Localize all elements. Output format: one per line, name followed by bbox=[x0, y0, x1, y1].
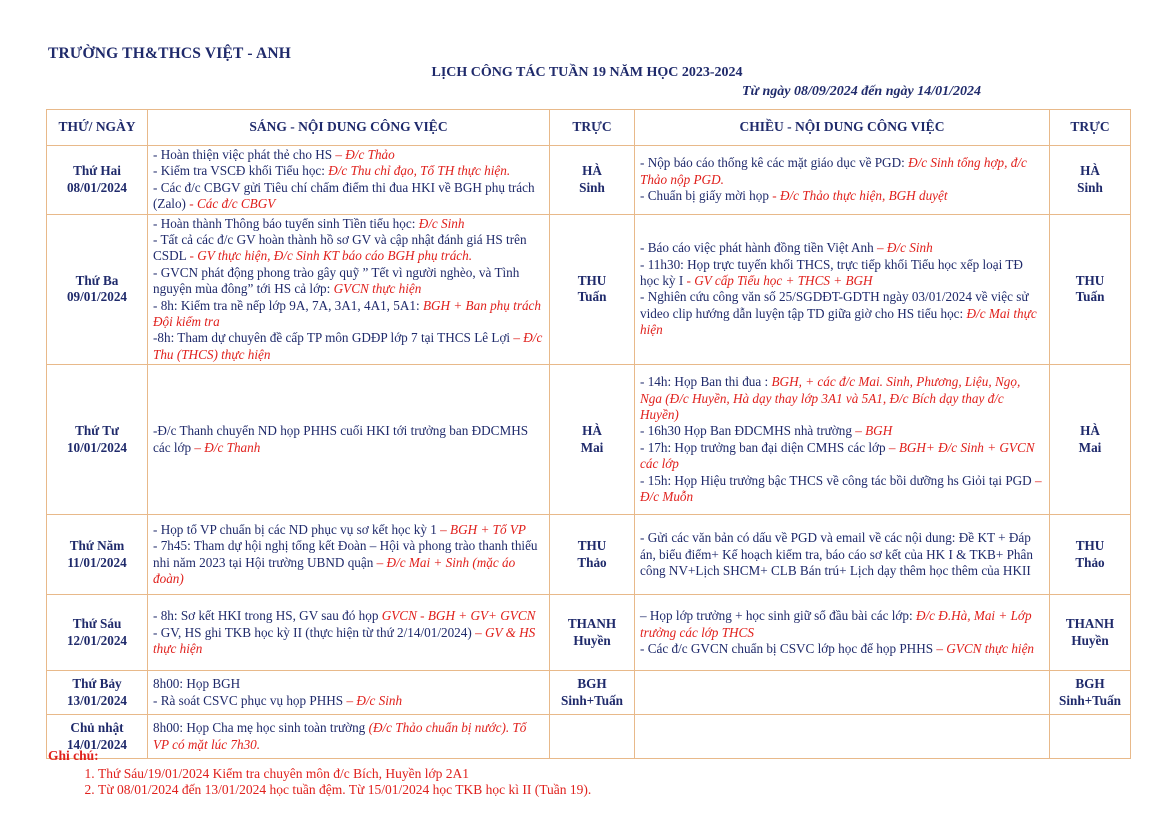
duty-person: Huyền bbox=[1071, 632, 1109, 648]
day-name: Thứ Hai bbox=[73, 163, 121, 179]
task-assignee: Đ/c Đ.Hà, Mai + Lớp trưởng các lớp THCS bbox=[640, 608, 1032, 640]
table-row bbox=[47, 515, 1131, 595]
task-assignee: (Đ/c Thảo chuẩn bị nước). Tổ VP có mặt lúc 7h30. bbox=[153, 720, 527, 752]
task-assignee: – Đ/c Mai + Sinh (mặc áo đoàn) bbox=[153, 554, 516, 587]
note-item: 1. Thứ Sáu/19/01/2024 Kiểm tra chuyên môn đ/c Bích, Huyền lớp 2A1 bbox=[98, 766, 591, 782]
duty-group: THU bbox=[1075, 273, 1105, 289]
morning-cell bbox=[148, 671, 550, 715]
page-title: LỊCH CÔNG TÁC TUẦN 19 NĂM HỌC 2023-2024 bbox=[431, 65, 743, 80]
day-cell bbox=[47, 146, 148, 215]
task-text: - GVCN phát động phong trào gây quỹ ” Tết vì người nghèo, và Tình nguyện mùa đông” tới HS cả lớp: bbox=[153, 264, 520, 297]
task-line bbox=[153, 522, 544, 538]
day-cell bbox=[47, 214, 148, 365]
task-assignee: BGH + Ban phụ trách Đội kiểm tra bbox=[153, 297, 542, 330]
task-assignee: – BGH bbox=[855, 423, 893, 439]
duty-pm-cell bbox=[1050, 214, 1131, 365]
task-text: - Gửi các văn bản có dấu về PGD và email về các nội dung: Đề KT + Đáp án, biểu điểm+ Kế hoạch kiểm tra, báo cáo sơ kết của HK I & TKB+ Phân công NV+Lịch SHCM+ CLB Bán trú+ Lịch dạy thêm học thêm của HKII bbox=[640, 530, 1033, 578]
day-name: Thứ Ba bbox=[75, 273, 119, 289]
day-name: Chủ nhật bbox=[70, 720, 124, 736]
day-date: 12/01/2024 bbox=[66, 632, 128, 648]
task-assignee: – GV & HS thực hiện bbox=[153, 624, 536, 656]
day-name: Thứ Sáu bbox=[72, 616, 122, 632]
task-line bbox=[153, 147, 544, 163]
task-text: - 8h: Sơ kết HKI trong HS, GV sau đó họp bbox=[153, 608, 382, 624]
task-text: - Nộp báo cáo thống kê các mặt giáo dục về PGD: bbox=[640, 155, 909, 171]
task-assignee: – GVCN thực hiện bbox=[936, 640, 1035, 656]
task-assignee: – Đ/c Thu (THCS) thực hiện bbox=[153, 330, 543, 362]
task-line bbox=[640, 374, 1044, 423]
task-line bbox=[640, 440, 1044, 473]
task-assignee: GVCN - BGH + GV+ GVCN bbox=[381, 608, 536, 624]
task-line bbox=[640, 257, 1044, 290]
task-line bbox=[153, 298, 544, 331]
afternoon-cell bbox=[635, 146, 1050, 215]
task-text: - 14h: Họp Ban thi đua : bbox=[640, 374, 772, 390]
day-date: 08/01/2024 bbox=[66, 179, 128, 195]
task-text: 8h00: Họp Cha mẹ học sinh toàn trường bbox=[153, 720, 369, 736]
task-assignee: Đ/c Mai thực hiện bbox=[640, 305, 1037, 338]
task-line bbox=[153, 423, 544, 456]
afternoon-cell bbox=[635, 715, 1050, 759]
day-cell bbox=[47, 365, 148, 515]
task-text: - Tất cả các đ/c GV hoàn thành hồ sơ GV và cập nhật đánh giá HS trên CSDL bbox=[153, 232, 527, 264]
duty-person: Tuấn bbox=[1075, 289, 1105, 305]
task-text: - Rà soát CSVC phục vụ họp PHHS bbox=[153, 692, 347, 708]
task-text: - 17h: Họp trưởng ban đại diện CMHS các lớp bbox=[640, 439, 889, 455]
notes-section bbox=[48, 748, 591, 798]
duty-person: Sinh bbox=[1077, 179, 1103, 195]
task-line bbox=[153, 676, 544, 692]
duty-group: THANH bbox=[567, 616, 617, 632]
task-line bbox=[153, 163, 544, 179]
task-text: - 16h30 Họp Ban ĐDCMHS nhà trường bbox=[640, 423, 856, 439]
task-line bbox=[640, 608, 1044, 641]
table-header-row bbox=[47, 110, 1131, 146]
column-header-day: THỨ/ NGÀY bbox=[47, 110, 148, 146]
day-date: 10/01/2024 bbox=[66, 439, 128, 455]
day-cell bbox=[47, 515, 148, 595]
task-line bbox=[153, 180, 544, 213]
column-header-afternoon: CHIỀU - NỘI DUNG CÔNG VIỆC bbox=[635, 110, 1050, 146]
column-header-duty-pm: TRỰC bbox=[1050, 110, 1131, 146]
duty-group: THU bbox=[1075, 538, 1105, 554]
duty-group: HÀ bbox=[1080, 163, 1100, 179]
afternoon-cell bbox=[635, 515, 1050, 595]
duty-am-cell bbox=[550, 146, 635, 215]
task-line bbox=[153, 265, 544, 298]
duty-group: HÀ bbox=[582, 423, 602, 439]
task-line bbox=[640, 155, 1044, 188]
table-row bbox=[47, 595, 1131, 671]
duty-person: Tuấn bbox=[577, 289, 607, 305]
task-text: - 7h45: Tham dự hội nghị tổng kết Đoàn – Hội và phong trào thanh thiếu nhi năm 2023 tại Hội trường UBND quận bbox=[153, 538, 538, 570]
task-assignee: Đ/c Thu chỉ đạo, Tổ TH thực hiện. bbox=[328, 163, 511, 179]
duty-group: THANH bbox=[1065, 616, 1115, 632]
task-text: - 11h30: Họp trực tuyến khối THCS, trực tiếp khối Tiểu học xếp loại TĐ học kỳ I bbox=[640, 256, 1023, 289]
task-line bbox=[153, 608, 544, 624]
table-row bbox=[47, 214, 1131, 365]
task-line bbox=[640, 641, 1044, 657]
task-assignee: Đ/c Sinh tổng hợp, đ/c Thảo nộp PGD. bbox=[640, 155, 1027, 187]
duty-pm-cell bbox=[1050, 715, 1131, 759]
duty-group: THU bbox=[577, 538, 607, 554]
day-date: 09/01/2024 bbox=[66, 289, 128, 305]
table-row bbox=[47, 671, 1131, 715]
task-line bbox=[640, 530, 1044, 579]
task-line bbox=[153, 625, 544, 658]
note-item: 2. Từ 08/01/2024 đến 13/01/2024 học tuần đệm. Từ 15/01/2024 học TKB học kì II (Tuần 19). bbox=[98, 782, 591, 798]
task-text: 8h00: Họp BGH bbox=[153, 676, 241, 692]
schedule-body bbox=[47, 146, 1131, 759]
task-text: -Đ/c Thanh chuyển ND họp PHHS cuối HKI tới trưởng ban ĐDCMHS các lớp bbox=[153, 423, 529, 455]
day-date: 13/01/2024 bbox=[66, 692, 128, 708]
morning-cell bbox=[148, 214, 550, 365]
day-date: 14/01/2024 bbox=[66, 736, 128, 752]
table-row bbox=[47, 365, 1131, 515]
duty-group: BGH bbox=[577, 676, 607, 692]
duty-person: Mai bbox=[1078, 439, 1102, 455]
afternoon-cell bbox=[635, 595, 1050, 671]
task-text: - Kiểm tra VSCĐ khối Tiểu học: bbox=[153, 163, 329, 179]
duty-pm-cell bbox=[1050, 146, 1131, 215]
duty-group: THU bbox=[577, 273, 607, 289]
duty-person: Sinh bbox=[579, 179, 605, 195]
day-name: Thứ Năm bbox=[69, 538, 125, 554]
task-text: - Các đ/c CBGV gửi Tiêu chí chấm điểm thi đua HKI về BGH phụ trách (Zalo) bbox=[153, 179, 535, 212]
duty-group: HÀ bbox=[1080, 423, 1100, 439]
duty-pm-cell bbox=[1050, 595, 1131, 671]
duty-pm-cell bbox=[1050, 671, 1131, 715]
day-date: 11/01/2024 bbox=[67, 554, 127, 570]
task-assignee: GVCN thực hiện bbox=[333, 281, 422, 297]
task-assignee: Đ/c Sinh bbox=[418, 215, 465, 231]
morning-cell bbox=[148, 365, 550, 515]
column-header-duty-am: TRỰC bbox=[550, 110, 635, 146]
task-line bbox=[153, 232, 544, 265]
task-assignee: – Đ/c Muỗn bbox=[640, 472, 1042, 504]
duty-pm-cell bbox=[1050, 515, 1131, 595]
schedule-table bbox=[46, 109, 1131, 759]
task-line bbox=[640, 289, 1044, 338]
morning-cell bbox=[148, 146, 550, 215]
task-line bbox=[640, 188, 1044, 204]
task-assignee: – BGH + Tổ VP bbox=[440, 521, 526, 537]
day-cell bbox=[47, 595, 148, 671]
duty-pm-cell bbox=[1050, 365, 1131, 515]
duty-am-cell bbox=[550, 671, 635, 715]
notes-list bbox=[48, 766, 591, 798]
task-text: - Báo cáo việc phát hành đồng tiền Việt Anh bbox=[640, 240, 878, 256]
duty-person: Mai bbox=[580, 439, 604, 455]
afternoon-cell bbox=[635, 214, 1050, 365]
duty-am-cell bbox=[550, 595, 635, 671]
task-assignee: - Các đ/c CBGV bbox=[189, 196, 276, 212]
duty-group: HÀ bbox=[582, 163, 602, 179]
duty-group: BGH bbox=[1075, 676, 1105, 692]
task-assignee: - GV thực hiện, Đ/c Sinh KT báo cáo BGH phụ trách. bbox=[189, 248, 473, 264]
notes-heading: Ghi chú: bbox=[48, 748, 99, 763]
day-cell bbox=[47, 671, 148, 715]
table-row bbox=[47, 146, 1131, 215]
task-text: -8h: Tham dự chuyên đề cấp TP môn GDĐP lớp 7 tại THCS Lê Lợi bbox=[153, 330, 514, 346]
morning-cell bbox=[148, 595, 550, 671]
duty-am-cell bbox=[550, 214, 635, 365]
duty-person: Huyền bbox=[573, 632, 611, 648]
task-assignee: – Đ/c Thanh bbox=[194, 439, 261, 455]
task-text: - Hoàn thành Thông báo tuyển sinh Tiền tiểu học: bbox=[153, 215, 419, 231]
school-name: TRƯỜNG TH&THCS VIỆT - ANH bbox=[48, 45, 292, 62]
task-line bbox=[640, 473, 1044, 506]
task-line bbox=[153, 216, 544, 232]
task-text: - Chuẩn bị giấy mời họp bbox=[640, 188, 773, 204]
morning-cell bbox=[148, 515, 550, 595]
task-assignee: – Đ/c Thảo bbox=[335, 147, 395, 162]
afternoon-cell bbox=[635, 671, 1050, 715]
duty-am-cell bbox=[550, 515, 635, 595]
duty-person: Sinh+Tuấn bbox=[1058, 692, 1122, 708]
task-text: - Các đ/c GVCN chuẩn bị CSVC lớp học để họp PHHS bbox=[640, 640, 937, 656]
task-assignee: - Đ/c Thảo thực hiện, BGH duyệt bbox=[772, 188, 948, 204]
duty-person: Thảo bbox=[577, 554, 607, 570]
task-line bbox=[153, 330, 544, 363]
task-assignee: – Đ/c Sinh bbox=[877, 240, 933, 256]
task-text: - Họp tổ VP chuẩn bị các ND phục vụ sơ kết học kỳ 1 bbox=[153, 521, 441, 537]
task-line bbox=[640, 423, 1044, 439]
duty-person: Thảo bbox=[1075, 554, 1105, 570]
duty-am-cell bbox=[550, 365, 635, 515]
task-text: – Họp lớp trưởng + học sinh giữ sổ đầu bài các lớp: bbox=[640, 608, 916, 624]
task-assignee: – BGH+ Đ/c Sinh + GVCN các lớp bbox=[640, 439, 1035, 472]
task-text: - Nghiên cứu công văn số 25/SGDĐT-GDTH ngày 03/01/2024 về việc sử video clip hướng dẫn luyện tập TD giữa giờ cho HS tiểu học: bbox=[640, 289, 1029, 321]
duty-person: Sinh+Tuấn bbox=[560, 692, 624, 708]
task-line bbox=[153, 693, 544, 709]
day-name: Thứ Tư bbox=[75, 423, 119, 439]
task-assignee: – Đ/c Sinh bbox=[346, 692, 403, 708]
task-text: - Hoàn thiện việc phát thẻ cho HS bbox=[153, 147, 336, 162]
task-line bbox=[640, 240, 1044, 256]
column-header-morning: SÁNG - NỘI DUNG CÔNG VIỆC bbox=[148, 110, 550, 146]
task-assignee: - GV cấp Tiểu học + THCS + BGH bbox=[686, 273, 873, 289]
date-range: Từ ngày 08/09/2024 đến ngày 14/01/2024 bbox=[742, 84, 981, 99]
task-line bbox=[153, 538, 544, 587]
task-text: - 15h: Họp Hiệu trưởng bậc THCS về công tác bồi dưỡng hs Giỏi tại PGD bbox=[640, 472, 1036, 488]
afternoon-cell bbox=[635, 365, 1050, 515]
task-text: - 8h: Kiểm tra nề nếp lớp 9A, 7A, 3A1, 4A1, 5A1: bbox=[153, 297, 423, 313]
task-text: - GV, HS ghi TKB học kỳ II (thực hiện từ thứ 2/14/01/2024) bbox=[153, 624, 476, 640]
task-assignee: BGH, + các đ/c Mai. Sinh, Phương, Liệu, Ngọ, Nga (Đ/c Huyền, Hà dạy thay lớp 3A1 và 5A1, Đ/c Bích dạy thay đ/c Huyền) bbox=[640, 374, 1021, 422]
day-name: Thứ Bảy bbox=[72, 676, 122, 692]
